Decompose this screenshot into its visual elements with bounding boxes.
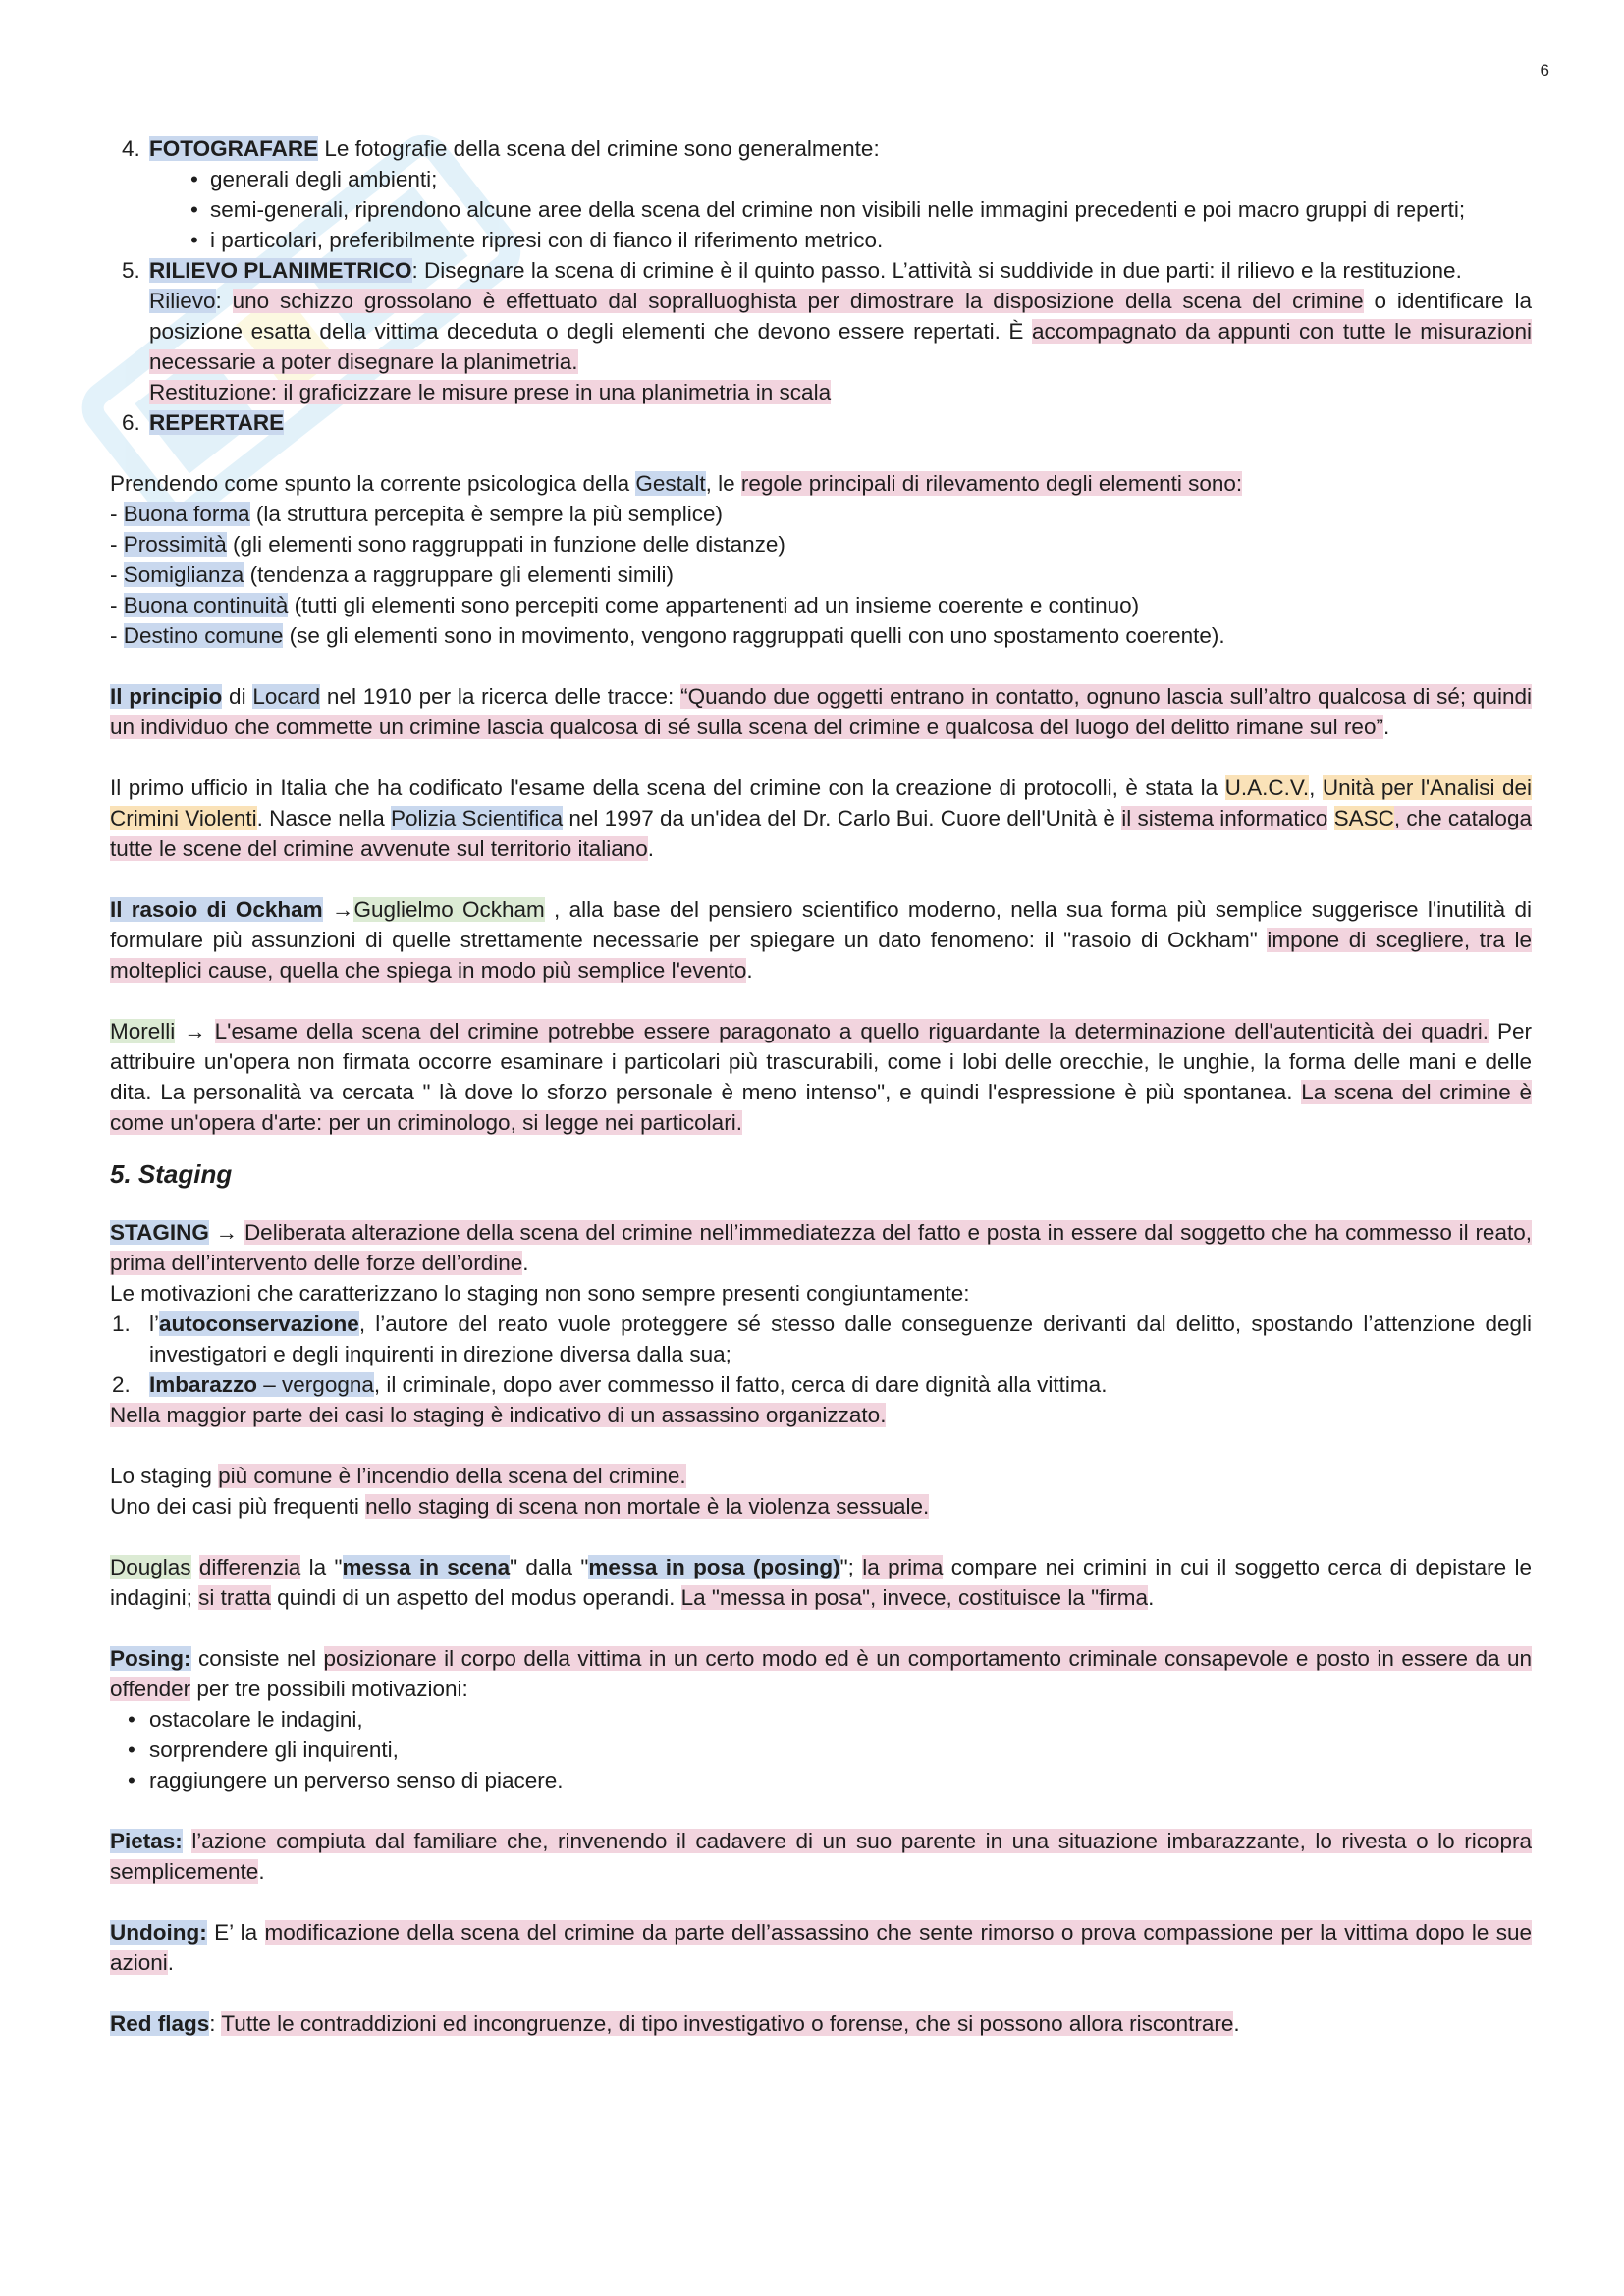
redflags-paragraph bbox=[110, 2008, 1532, 2039]
step-number: 5. bbox=[122, 258, 140, 283]
highlight-span: Tutte le contraddizioni ed incongruenze, di tipo investigativo o forense, che si possono allora riscontrare bbox=[221, 2011, 1234, 2036]
ockham-paragraph bbox=[110, 894, 1532, 986]
locard-quote: “Quando due oggetti entrano in contatto, ognuno lascia sull’altro qualcosa di sé; quindi un individuo che commette un crimine lascia qualcosa di sé sulla scena del crimine e qualcosa del luogo del delitto rimane sul reo” bbox=[110, 684, 1532, 739]
photo-types-list bbox=[189, 164, 1532, 255]
uacv-paragraph bbox=[110, 773, 1532, 864]
text-span: l’ bbox=[149, 1311, 159, 1336]
item-text: , il criminale, dopo aver commesso il fatto, cerca di dare dignità alla vittima. bbox=[373, 1372, 1108, 1397]
text-span: . bbox=[258, 1859, 265, 1884]
rule-desc: (tendenza a raggruppare gli elementi simili) bbox=[244, 562, 675, 587]
gestalt-rule bbox=[110, 590, 1532, 620]
highlight-span: Deliberata alterazione della scena del crimine nell’immediatezza del fatto e posta in essere dal soggetto che ha commesso il reato, prima dell’intervento delle forze dell’ordine bbox=[110, 1220, 1532, 1275]
pietas-paragraph bbox=[110, 1826, 1532, 1887]
gestalt-rule bbox=[110, 499, 1532, 529]
text-span: compare nei crimini in cui il soggetto cerca di depistare le indagini; bbox=[110, 1555, 1532, 1610]
locard-paragraph bbox=[110, 681, 1532, 742]
item-number: 2. bbox=[112, 1372, 131, 1397]
posing-paragraph bbox=[110, 1643, 1532, 1704]
text-span: Prendendo come spunto la corrente psicologica della bbox=[110, 471, 636, 496]
rule-dash: - bbox=[110, 593, 124, 617]
staging-organized bbox=[110, 1400, 1532, 1430]
highlight-span: il sistema informatico bbox=[1121, 806, 1328, 830]
list-item: • generali degli ambienti; bbox=[189, 164, 1532, 194]
step-number: 4. bbox=[122, 136, 140, 161]
posing-motivations-list bbox=[110, 1704, 1532, 1795]
step-title: FOTOGRAFARE bbox=[149, 136, 319, 161]
step-title: RILIEVO PLANIMETRICO bbox=[149, 258, 412, 283]
text-span: . bbox=[1233, 2011, 1240, 2036]
rilievo-label: Rilievo bbox=[149, 289, 216, 313]
item-key: autoconservazione bbox=[159, 1311, 359, 1336]
list-item bbox=[110, 1308, 1532, 1369]
gestalt-rule bbox=[110, 560, 1532, 590]
item-number: 1. bbox=[112, 1311, 131, 1336]
rule-dash: - bbox=[110, 623, 124, 648]
step-4 bbox=[110, 133, 1532, 255]
undoing-label: Undoing: bbox=[110, 1920, 207, 1945]
highlight-span: nello staging di scena non mortale è la violenza sessuale. bbox=[365, 1494, 930, 1519]
item-key: Imbarazzo bbox=[149, 1372, 258, 1397]
locard-label: Il principio bbox=[110, 684, 223, 709]
douglas-name: Douglas bbox=[110, 1555, 191, 1579]
staging-label: STAGING bbox=[110, 1220, 209, 1245]
highlight-span: impone di scegliere, tra le molteplici cause, quella che spiega in modo più semplice l'evento bbox=[110, 928, 1532, 983]
text-span: Lo staging bbox=[110, 1464, 219, 1488]
messa-in-posa: messa in posa (posing) bbox=[588, 1555, 840, 1579]
rule-dash: - bbox=[110, 532, 124, 557]
rule-name: Destino comune bbox=[123, 623, 284, 648]
rilievo-text bbox=[149, 286, 1532, 377]
gestalt-intro bbox=[110, 468, 1532, 499]
gestalt-term: Gestalt bbox=[635, 471, 706, 496]
incendio-line bbox=[110, 1461, 1532, 1491]
step-number: 6. bbox=[122, 410, 140, 435]
text-span: Il primo ufficio in Italia che ha codificato l'esame della scena del crimine con la creazione di protocolli, è stata la bbox=[110, 775, 1225, 800]
highlight-span: l’azione compiuta dal familiare che, rinvenendo il cadavere di un suo parente in una situazione imbarazzante, lo rivesta o lo ricopra semplicemente bbox=[110, 1829, 1532, 1884]
step-6 bbox=[110, 407, 1532, 438]
list-item: • sorprendere gli inquirenti, bbox=[110, 1735, 1532, 1765]
arrow-icon: → bbox=[208, 1220, 244, 1245]
gestalt-rule bbox=[110, 529, 1532, 560]
sasc-acronym: SASC bbox=[1333, 806, 1394, 830]
highlight-span: il graficizzare le misure prese in una planimetria in scala bbox=[283, 380, 832, 404]
item-text: , l’autore del reato vuole proteggere sé stesso dalle conseguenze derivanti dal delitto, spostando l’attenzione degli investigatori e degli inquirenti in direzione diversa dalla sua; bbox=[149, 1311, 1532, 1366]
staging-definition bbox=[110, 1217, 1532, 1278]
morelli-name: Morelli bbox=[110, 1019, 176, 1043]
rule-name: Buona continuità bbox=[123, 593, 289, 617]
text-span: " dalla " bbox=[510, 1555, 589, 1579]
highlight-span: si tratta bbox=[198, 1585, 271, 1610]
ockham-label: Il rasoio di Ockham bbox=[110, 897, 323, 922]
list-item: • raggiungere un perverso senso di piacere. bbox=[110, 1765, 1532, 1795]
rule-dash: - bbox=[110, 562, 124, 587]
arrow-icon: → bbox=[322, 897, 354, 922]
text-span: consiste nel bbox=[190, 1646, 324, 1671]
text-span bbox=[191, 1555, 199, 1579]
highlight-span: accompagnato da appunti con tutte le misurazioni necessarie a poter disegnare la planimetria. bbox=[149, 319, 1532, 374]
text-span: . Nasce nella bbox=[256, 806, 392, 830]
uacv-fullname: Unità per l'Analisi dei Crimini Violenti bbox=[110, 775, 1532, 830]
rule-name: Buona forma bbox=[123, 502, 250, 526]
rule-desc: (tutti gli elementi sono percepiti come appartenenti ad un insieme coerente e continuo) bbox=[288, 593, 1140, 617]
restituzione-label: Restituzione bbox=[149, 380, 271, 404]
highlight-span: modificazione della scena del crimine da parte dell’assassino che sente rimorso o prova compassione per la vittima dopo le sue azioni bbox=[110, 1920, 1533, 1975]
pietas-label: Pietas: bbox=[110, 1829, 183, 1853]
highlight-span: la prima bbox=[862, 1555, 944, 1579]
list-item: • ostacolare le indagini, bbox=[110, 1704, 1532, 1735]
highlight-span: La scena del crimine è come un'opera d'arte: per un criminologo, si legge nei particolari. bbox=[110, 1080, 1532, 1135]
text-span: di bbox=[222, 684, 253, 709]
text-span: , le bbox=[705, 471, 741, 496]
text-span: : bbox=[209, 2011, 222, 2036]
text-span: . bbox=[522, 1251, 529, 1275]
page-content bbox=[110, 133, 1532, 2039]
text-span: la " bbox=[300, 1555, 343, 1579]
highlight-span: uno schizzo grossolano è effettuato dal sopralluoghista per dimostrare la disposizione della scena del crimine bbox=[232, 289, 1364, 313]
list-item: • i particolari, preferibilmente ripresi con di fianco il riferimento metrico. bbox=[189, 225, 1532, 255]
text-span bbox=[1327, 806, 1333, 830]
text-span: nel 1997 da un'idea del Dr. Carlo Bui. Cuore dell'Unità è bbox=[563, 806, 1122, 830]
text-span: . bbox=[746, 958, 753, 983]
text-span: Uno dei casi più frequenti bbox=[110, 1494, 366, 1519]
text-span: : bbox=[270, 380, 284, 404]
text-span: . bbox=[167, 1950, 175, 1975]
text-span: Per attribuire un'opera non firmata occorre esaminare i particolari più trascurabili, come i lobi delle orecchie, le unghie, la forma delle mani e delle dita. La personalità va cercata " là dove lo sforzo personale è meno intenso", e quindi l'espressione è più spontanea. bbox=[110, 1019, 1532, 1104]
restituzione-text bbox=[149, 377, 1532, 407]
highlight-span: regole principali di rilevamento degli elementi sono: bbox=[740, 471, 1243, 496]
text-span: quindi di un aspetto del modus operandi. bbox=[270, 1585, 681, 1610]
rule-desc: (gli elementi sono raggruppati in funzione delle distanze) bbox=[226, 532, 785, 557]
highlight-span: più comune è l’incendio della scena del crimine. bbox=[218, 1464, 686, 1488]
rule-dash: - bbox=[110, 502, 124, 526]
highlight-span: L'esame della scena del crimine potrebbe essere paragonato a quello riguardante la determinazione dell'autenticità dei quadri. bbox=[214, 1019, 1489, 1043]
morelli-paragraph bbox=[110, 1016, 1532, 1138]
text-span: . bbox=[1148, 1585, 1155, 1610]
section-title: 5. Staging bbox=[110, 1159, 233, 1189]
step-intro: Le fotografie della scena del crimine sono generalmente: bbox=[318, 136, 880, 161]
text-span: "; bbox=[839, 1555, 863, 1579]
highlight-span: La "messa in posa", invece, costituisce la "firma bbox=[680, 1585, 1149, 1610]
text-span: nel 1910 per la ricerca delle tracce: bbox=[320, 684, 681, 709]
text-span: . bbox=[1382, 715, 1390, 739]
violenza-line bbox=[110, 1491, 1532, 1522]
messa-in-scena: messa in scena bbox=[342, 1555, 511, 1579]
arrow-icon: → bbox=[175, 1019, 215, 1043]
posing-label: Posing: bbox=[110, 1646, 191, 1671]
text-span: . bbox=[647, 836, 655, 861]
motivations-list bbox=[110, 1308, 1532, 1400]
highlight-span: Nella maggior parte dei casi lo staging è indicativo di un assassino organizzato. bbox=[110, 1403, 887, 1427]
gestalt-rule bbox=[110, 620, 1532, 651]
rule-name: Somiglianza bbox=[123, 562, 244, 587]
highlight-span: , che cataloga tutte le scene del crimine avvenute sul territorio italiano bbox=[110, 806, 1532, 861]
uacv-acronym: U.A.C.V. bbox=[1224, 775, 1310, 800]
ockham-name: Guglielmo Ockham bbox=[353, 897, 545, 922]
text-span bbox=[183, 1829, 192, 1853]
page-number: 6 bbox=[1540, 61, 1549, 80]
highlight-span: posizionare il corpo della vittima in un certo modo ed è un comportamento criminale consapevole e posto in essere da un offender bbox=[110, 1646, 1532, 1701]
locard-name: Locard bbox=[252, 684, 321, 709]
douglas-paragraph bbox=[110, 1552, 1532, 1613]
text-span: E’ la bbox=[206, 1920, 265, 1945]
undoing-paragraph bbox=[110, 1917, 1532, 1978]
text-span: per tre possibili motivazioni: bbox=[190, 1677, 468, 1701]
staging-motivations: Le motivazioni che caratterizzano lo staging non sono sempre presenti congiuntamente: bbox=[110, 1281, 970, 1306]
list-item: • semi-generali, riprendono alcune aree della scena del crimine non visibili nelle immagini precedenti e poi macro gruppi di reperti; bbox=[189, 194, 1532, 225]
redflags-label: Red flags bbox=[110, 2011, 210, 2036]
rule-desc: (se gli elementi sono in movimento, vengono raggruppati quelli con uno spostamento coerente). bbox=[283, 623, 1225, 648]
polizia-scientifica: Polizia Scientifica bbox=[391, 806, 564, 830]
step-intro: : Disegnare la scena di crimine è il quinto passo. L’attività si suddivide in due parti: il rilievo e la restituzione. bbox=[411, 258, 1462, 283]
rule-desc: (la struttura percepita è sempre la più semplice) bbox=[249, 502, 724, 526]
item-key: – vergogna bbox=[257, 1372, 374, 1397]
text-span: o identificare la posizione esatta della vittima deceduta o degli elementi che devono essere repertati. È bbox=[149, 289, 1532, 344]
step-title: REPERTARE bbox=[149, 410, 285, 435]
text-span: : bbox=[215, 289, 233, 313]
list-item bbox=[110, 1369, 1532, 1400]
text-span: , bbox=[1309, 775, 1323, 800]
step-5 bbox=[110, 255, 1532, 407]
highlight-span: differenzia bbox=[198, 1555, 301, 1579]
rule-name: Prossimità bbox=[123, 532, 227, 557]
text-span: , alla base del pensiero scientifico moderno, nella sua forma più semplice suggerisce l'inutilità di formulare più assunzioni di quelle strettamente necessarie per spiegare un dato fenomeno: il "rasoio di Ockham" bbox=[110, 897, 1532, 952]
